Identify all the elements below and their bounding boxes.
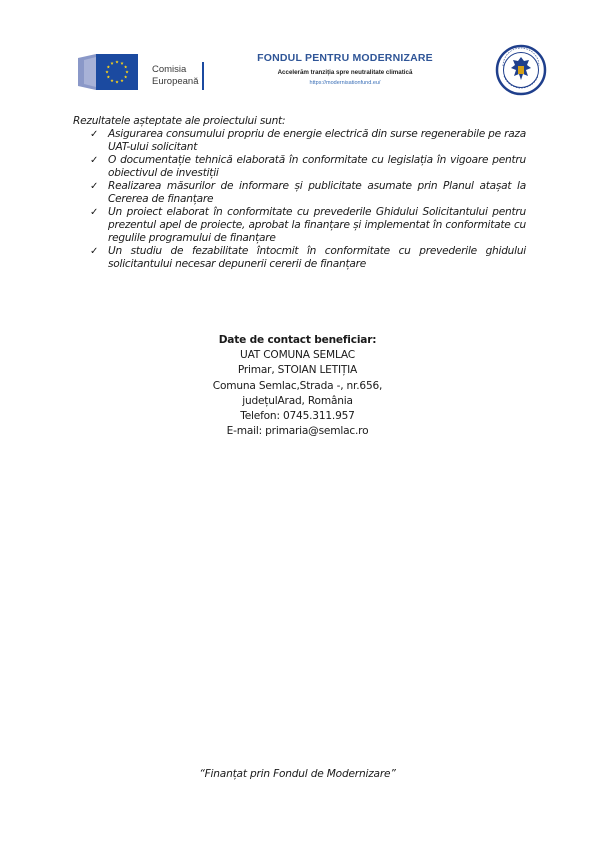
expected-results-section [73, 115, 526, 271]
funding-note: “Finanțat prin Fondul de Modernizare” [199, 768, 396, 780]
european-commission-logo [78, 52, 208, 92]
checkmark-icon: ✓ [90, 207, 99, 218]
eu-flag-icon [78, 54, 146, 90]
ec-line2: Europeană [152, 76, 199, 87]
results-list [73, 128, 526, 271]
contact-email[interactable]: E-mail: primaria@semlac.ro [226, 425, 369, 438]
contact-address-line2: județulArad, România [242, 394, 353, 407]
romanian-government-seal-icon [495, 44, 547, 96]
checkmark-icon: ✓ [90, 246, 99, 257]
fund-url[interactable]: https://modernisationfund.eu/ [309, 80, 381, 86]
checkmark-icon: ✓ [90, 181, 99, 192]
list-item: ✓ Asigurarea consumului propriu de energie electrică din surse regenerabile pe raza UAT-ului solicitant [90, 128, 526, 153]
fund-subtitle: Accelerăm tranziția spre neutralitate climatică [277, 69, 413, 76]
list-item: ✓ Realizarea măsurilor de informare și publicitate asumate prin Planul atașat la Cererea de finanțare [90, 180, 526, 205]
list-item: ✓ Un studiu de fezabilitate întocmit în conformitate cu prevederile ghidului solicitantului necesar depunerii cererii de finanțare [90, 245, 526, 270]
contact-mayor: Primar, STOIAN LETIȚIA [237, 364, 358, 377]
page-header [0, 44, 595, 104]
list-item: ✓ O documentație tehnică elaborată în conformitate cu legislația în vigoare pentru obiectivul de investiții [90, 154, 526, 179]
contact-phone: Telefon: 0745.311.957 [240, 410, 355, 423]
ec-logo-text [152, 64, 198, 88]
checkmark-icon: ✓ [90, 155, 99, 166]
contact-address-line1: Comuna Semlac,Strada -, nr.656, [212, 379, 383, 392]
ec-divider [202, 62, 204, 90]
contact-entity: UAT COMUNA SEMLAC [240, 349, 355, 362]
contact-heading: Date de contact beneficiar: [218, 334, 377, 346]
list-item: ✓ Un proiect elaborat în conformitate cu prevederile Ghidului Solicitantului pentru prezentul apel de proiecte, aprobat la finanțare și implementat în conformitate cu regulile programului de finanțare [90, 206, 526, 244]
contact-block [150, 333, 445, 439]
ec-line1: Comisia [152, 64, 187, 75]
fund-title: FONDUL PENTRU MODERNIZARE [257, 52, 433, 64]
modernisation-fund-logo [240, 52, 450, 86]
checkmark-icon: ✓ [90, 129, 99, 140]
results-intro: Rezultatele așteptate ale proiectului sunt: [73, 115, 286, 127]
